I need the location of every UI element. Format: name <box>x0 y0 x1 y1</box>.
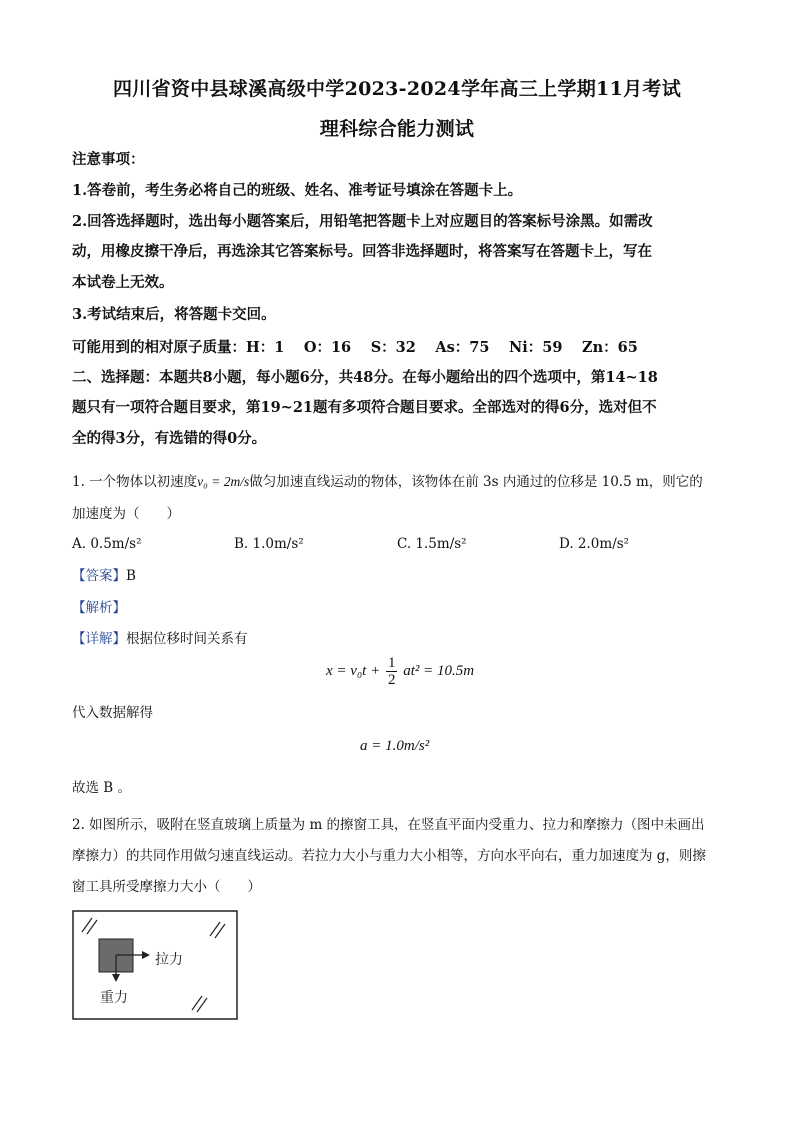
q1-option-c: C. 1.5m/s² <box>397 536 467 552</box>
notice-item-2-end: 本试卷上无效。 <box>72 274 174 291</box>
answer-tag: 【答案】 <box>72 568 126 584</box>
notice-heading: 注意事项： <box>72 151 145 168</box>
q1-option-b: B. 1.0m/s² <box>234 536 304 552</box>
notice-item-2-cont: 动，用橡皮擦干净后，再选涂其它答案标号。回答非选择题时，将答案写在答题卡上，写在 <box>72 243 652 260</box>
q1-text-before: 1. 一个物体以初速度 <box>72 474 198 490</box>
analysis-tag: 【解析】 <box>72 600 126 616</box>
atomic-masses: 可能用到的相对原子质量：H：1 O：16 S：32 As：75 Ni：59 Zn：65 <box>72 339 638 356</box>
pull-label: 拉力 <box>155 952 183 968</box>
q1-stem <box>72 472 724 492</box>
section-line-1: 二、选择题：本题共8小题，每小题6分，共48分。在每小题给出的四个选项中，第14~18 <box>72 369 658 386</box>
window-cleaner-figure <box>72 910 238 1020</box>
eq1-numerator: 1 <box>387 655 396 671</box>
q1-conclusion: 故选 B 。 <box>72 780 132 796</box>
eq1-denominator: 2 <box>387 672 396 688</box>
q1-stem-line2: 加速度为（ ） <box>72 506 180 522</box>
q1-text-after: 做匀加速直线运动的物体，该物体在前 3s 内通过的位移是 10.5 m，则它的 <box>249 474 703 490</box>
equation-displacement <box>326 655 474 688</box>
q2-stem-line3: 窗工具所受摩擦力大小（ ） <box>72 879 261 895</box>
q2-stem-line1: 2. 如图所示，吸附在竖直玻璃上质量为 m 的擦窗工具，在竖直平面内受重力、拉力和摩擦力（图中未画出 <box>72 817 705 833</box>
page-title: 四川省资中县球溪高级中学2023-2024学年高三上学期11月考试 <box>113 78 681 100</box>
gravity-label: 重力 <box>100 990 128 1006</box>
eq1-left: x = v₀t + <box>326 662 381 679</box>
q1-option-d: D. 2.0m/s² <box>559 536 630 552</box>
eq1-right: at² = 10.5m <box>403 662 475 679</box>
equation-acceleration: a = 1.0m/s² <box>360 738 430 754</box>
answer-value: B <box>126 568 136 584</box>
section-line-3: 全的得3分，有选错的得0分。 <box>72 430 267 447</box>
q1-v0: v₀ = 2m/s <box>197 474 250 489</box>
notice-item-2: 2.回答选择题时，选出每小题答案后，用铅笔把答题卡上对应题目的答案标号涂黑。如需改 <box>72 213 653 230</box>
substitute-text: 代入数据解得 <box>72 705 153 721</box>
notice-item-3: 3.考试结束后，将答题卡交回。 <box>72 306 276 323</box>
q1-option-a: A. 0.5m/s² <box>72 536 142 552</box>
q1-detail <box>72 629 724 649</box>
q2-stem-line2: 摩擦力）的共同作用做匀速直线运动。若拉力大小与重力大小相等，方向水平向右，重力加速度为 g，则擦 <box>72 848 706 864</box>
eq1-fraction <box>386 655 398 688</box>
page-subtitle: 理科综合能力测试 <box>319 118 475 140</box>
detail-tag: 【详解】 <box>72 631 126 647</box>
q1-answer <box>72 566 724 586</box>
notice-item-1: 1.答卷前，考生务必将自己的班级、姓名、准考证号填涂在答题卡上。 <box>72 182 523 199</box>
section-line-2: 题只有一项符合题目要求，第19~21题有多项符合题目要求。全部选对的得6分，选对但不 <box>72 399 657 416</box>
detail-text: 根据位移时间关系有 <box>126 631 248 647</box>
